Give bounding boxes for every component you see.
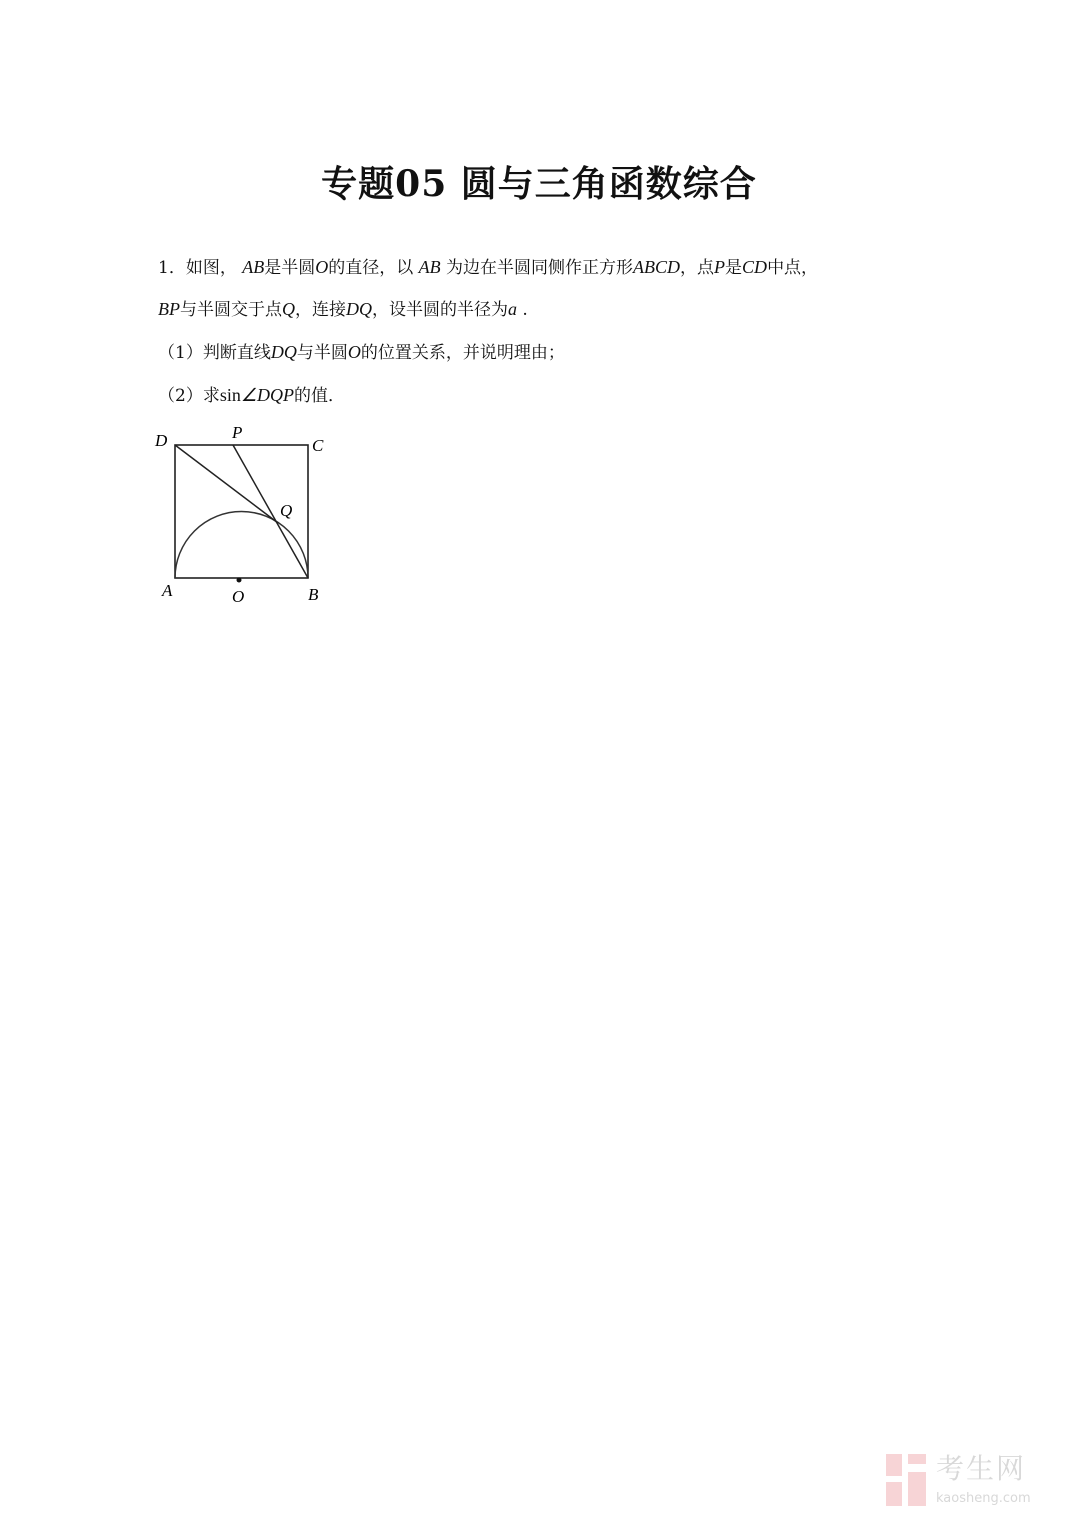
line-dq: [175, 445, 278, 523]
watermark-logo-icon: [884, 1452, 928, 1510]
text: 是: [725, 258, 743, 278]
watermark-url: kaosheng.com: [936, 1491, 1031, 1506]
label-p: P: [232, 423, 243, 442]
math: ABCD: [633, 257, 681, 277]
math: Q: [282, 299, 295, 319]
math: P: [714, 257, 726, 277]
problem-number: 1．: [158, 258, 186, 278]
watermark-text: 考生网: [936, 1452, 1027, 1485]
text: ，设半圆的半径为: [372, 300, 508, 320]
math: a: [508, 299, 517, 319]
label-c: C: [312, 436, 324, 455]
watermark-text-group: [936, 1452, 1031, 1508]
label-q: Q: [280, 501, 293, 520]
text: 如图，: [185, 258, 237, 278]
text: .: [522, 300, 528, 320]
math: BP: [158, 299, 180, 319]
problem-line-2: [158, 297, 528, 321]
question-2: [158, 383, 345, 407]
math: O: [315, 257, 329, 277]
math: AB: [418, 257, 441, 277]
text: ，连接: [295, 300, 346, 320]
question-1: [158, 340, 565, 364]
label-d: D: [155, 431, 168, 450]
page-title: 专题05 圆与三角函数综合: [321, 163, 757, 205]
math: O: [347, 342, 361, 362]
math: DQ: [270, 342, 297, 362]
text: 中点，: [767, 258, 819, 278]
math: ∠DQP: [240, 385, 294, 405]
semicircle: [175, 512, 308, 579]
text: 的位置关系，并说明理由；: [360, 343, 565, 363]
text: （2）求: [158, 386, 220, 406]
text: 是半圆: [264, 258, 316, 278]
watermark: [884, 1452, 1031, 1510]
text: 与半圆交于点: [180, 300, 282, 320]
text: 与半圆: [296, 343, 348, 363]
text: 的直径，以: [328, 258, 414, 278]
text: （1）判断直线: [158, 343, 271, 363]
math: sin: [219, 385, 241, 405]
problem-line-1: [158, 255, 818, 279]
text: 的值．: [293, 386, 345, 406]
center-point-o: [237, 578, 242, 583]
text: 为边在半圆同侧作正方形: [446, 258, 634, 278]
math: CD: [742, 257, 768, 277]
math: DQ: [346, 299, 372, 319]
label-a: A: [162, 581, 173, 600]
label-o: O: [232, 587, 245, 606]
math: AB: [242, 257, 265, 277]
text: ，点: [680, 258, 715, 278]
geometry-figure: [150, 420, 340, 610]
label-b: B: [308, 585, 319, 604]
